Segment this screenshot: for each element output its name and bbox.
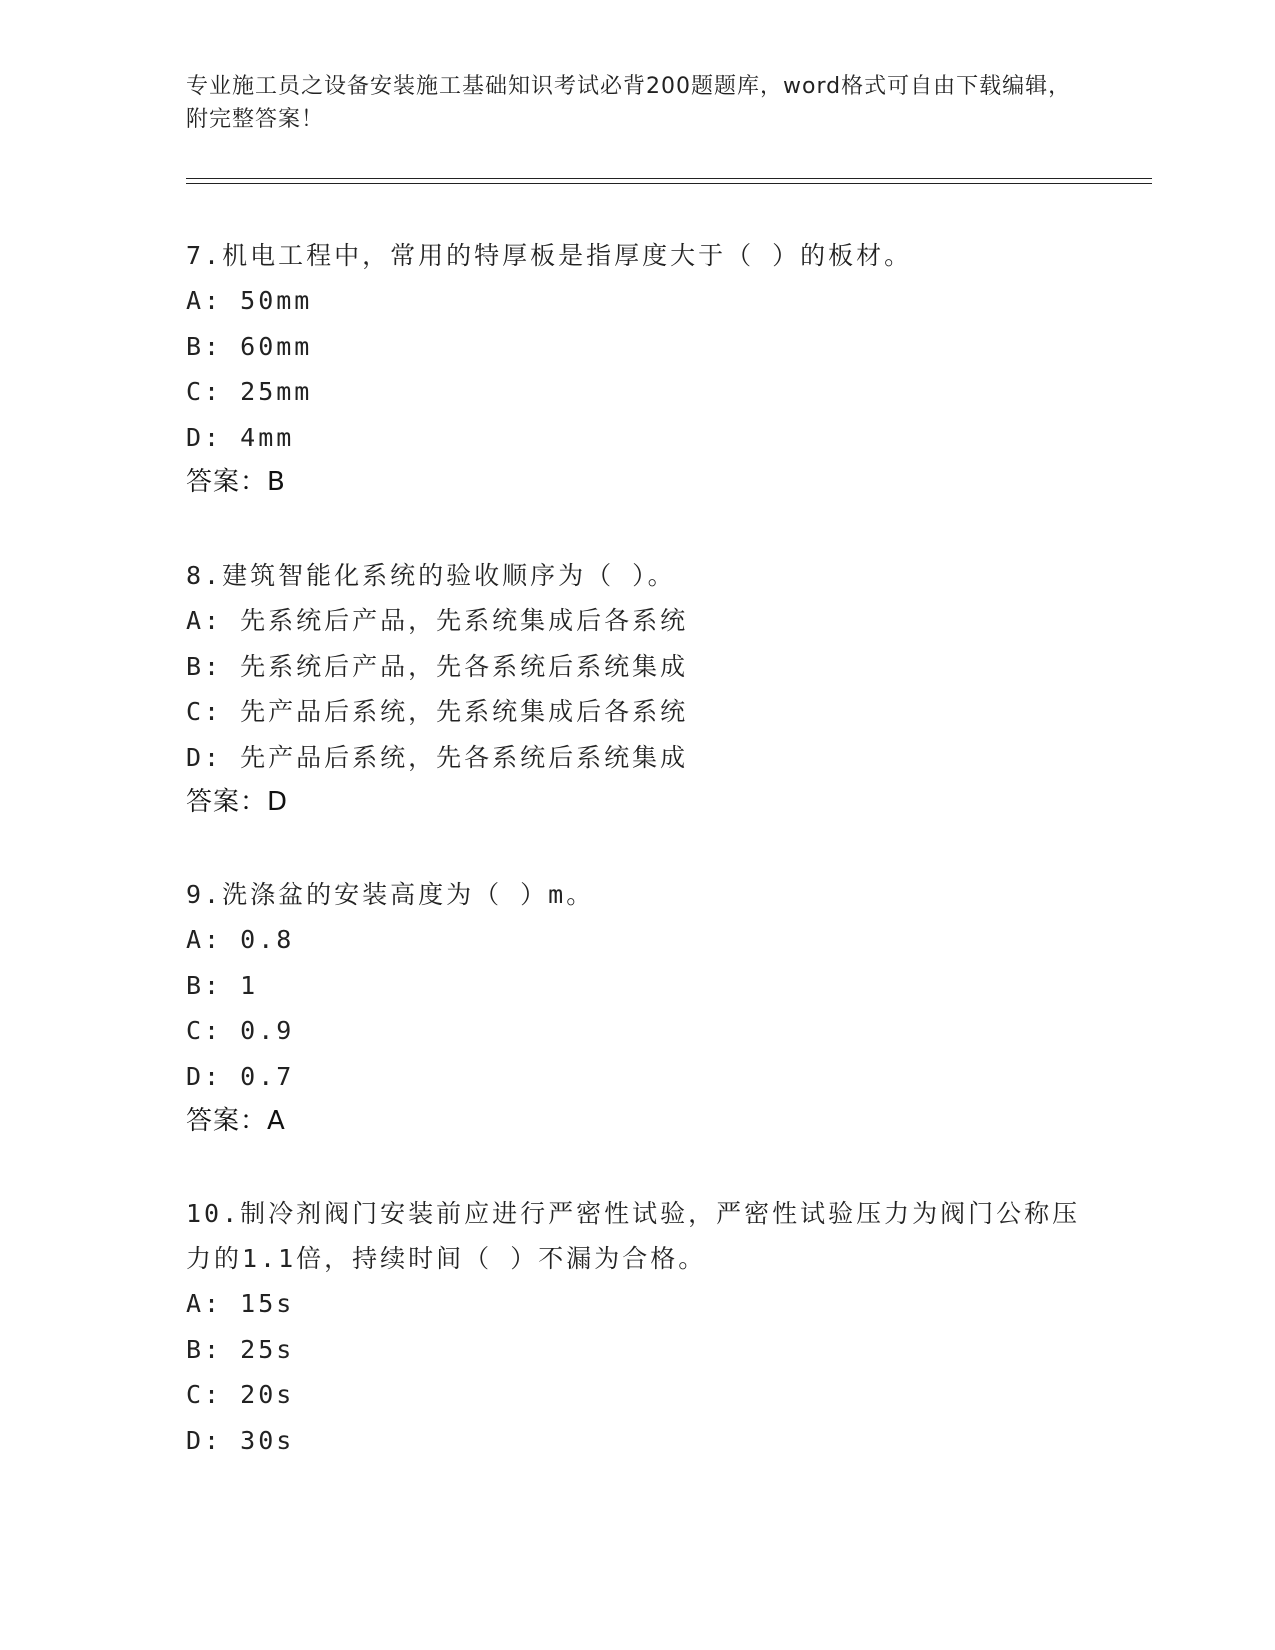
option-c: C: 25mm: [186, 377, 313, 406]
option-d: D: 4mm: [186, 422, 295, 452]
option-d: D: 0.7: [186, 1061, 295, 1091]
header-divider-bottom: [186, 183, 1152, 184]
answer: 答案：D: [186, 787, 289, 817]
option-c: C: 20s: [186, 1380, 295, 1409]
answer: 答案：A: [186, 1106, 286, 1136]
question-stem: 10.制冷剂阀门安装前应进行严密性试验，严密性试验压力为阀门公称压力的1.1倍，持续时间（ ）不漏为合格。: [186, 1199, 1081, 1273]
option-c: C: 0.9: [186, 1016, 295, 1045]
option-c: C: 先产品后系统，先系统集成后各系统: [186, 697, 689, 726]
option-d: D: 30s: [186, 1425, 295, 1455]
option-a: A: 15s: [186, 1289, 295, 1318]
question-7: [186, 233, 1086, 505]
question-stem: 9.洗涤盆的安装高度为（ ）m。: [186, 880, 595, 909]
question-10: [186, 1191, 1086, 1463]
option-b: B: 60mm: [186, 331, 313, 361]
option-d: D: 先产品后系统，先各系统后系统集成: [186, 742, 689, 772]
option-a: A: 50mm: [186, 286, 313, 315]
option-b: B: 1: [186, 970, 259, 1000]
question-stem: 8.建筑智能化系统的验收顺序为（ ）。: [186, 561, 676, 590]
question-9: [186, 872, 1086, 1144]
option-a: A: 0.8: [186, 925, 295, 954]
option-a: A: 先系统后产品，先系统集成后各系统: [186, 606, 689, 635]
document-header: 专业施工员之设备安装施工基础知识考试必背200题题库，word格式可自由下载编辑，附完整答案！: [186, 74, 1072, 132]
option-b: B: 先系统后产品，先各系统后系统集成: [186, 651, 689, 681]
header-divider-top: [186, 178, 1152, 179]
option-b: B: 25s: [186, 1334, 295, 1364]
question-stem: 7.机电工程中，常用的特厚板是指厚度大于（ ）的板材。: [186, 241, 913, 270]
answer: 答案：B: [186, 467, 286, 497]
question-8: [186, 553, 1086, 825]
